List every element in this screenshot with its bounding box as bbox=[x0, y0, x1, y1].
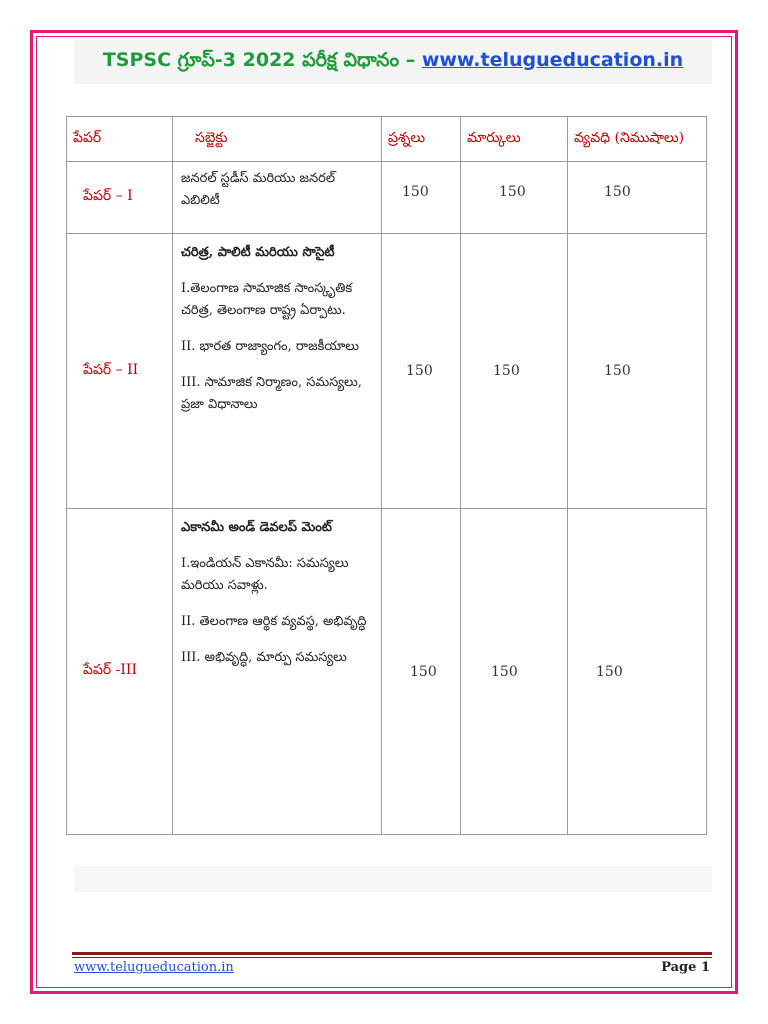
duration-value: 150 bbox=[568, 509, 707, 835]
header-marks: మార్కులు bbox=[461, 117, 568, 162]
page-title bbox=[103, 49, 683, 76]
title-link[interactable]: www.telugueducation.in bbox=[421, 48, 684, 71]
title-text: TSPSC గ్రూప్-3 2022 పరీక్ష విధానం – bbox=[102, 48, 422, 71]
questions-value: 150 bbox=[382, 234, 461, 509]
footer-website-link[interactable]: www.telugueducation.in bbox=[74, 960, 234, 975]
paper-label: పేపర్ – II bbox=[67, 234, 173, 509]
paper-label: పేపర్ – I bbox=[67, 162, 173, 234]
footer-rule-thin bbox=[72, 957, 712, 958]
subject-item: III. అభివృద్ధి, మార్పు సమస్యలు bbox=[181, 650, 347, 665]
marks-value: 150 bbox=[461, 509, 568, 835]
header-questions: ప్రశ్నలు bbox=[382, 117, 461, 162]
subject-item: II. తెలంగాణ ఆర్థిక వ్యవస్థ, అభివృద్ధి bbox=[181, 614, 367, 629]
header-paper: పేపర్ bbox=[67, 117, 173, 162]
subject-item: జనరల్ స్టడీస్ మరియు జనరల్ ఎబిలిటీ bbox=[181, 171, 336, 208]
subject-item: II. భారత రాజ్యాంగం, రాజకీయాలు bbox=[181, 339, 359, 354]
subject-heading: చరిత్ర, పాలిటీ మరియు సొసైటీ bbox=[181, 245, 335, 260]
header-subject: సబ్జెక్టు bbox=[173, 117, 382, 162]
header-duration: వ్యవధి (నిముషాలు) bbox=[568, 117, 707, 162]
questions-value: 150 bbox=[382, 509, 461, 835]
duration-value: 150 bbox=[568, 162, 707, 234]
table-row bbox=[67, 234, 707, 509]
subject-cell bbox=[173, 162, 382, 234]
marks-value: 150 bbox=[461, 234, 568, 509]
footer-rule bbox=[72, 952, 712, 955]
page-number: Page 1 bbox=[661, 960, 710, 975]
subject-item: III. సామాజిక నిర్మాణం, సమస్యలు, ప్రజా విధానాలు bbox=[181, 375, 362, 412]
marks-value: 150 bbox=[461, 162, 568, 234]
subject-item: I.తెలంగాణ సామాజిక సాంస్కృతిక చరిత్ర, తెలంగాణ రాష్ట్ర ఏర్పాటు. bbox=[181, 281, 353, 318]
table-row bbox=[67, 162, 707, 234]
table-header-row bbox=[67, 117, 707, 162]
subject-cell bbox=[173, 509, 382, 835]
questions-value: 150 bbox=[382, 162, 461, 234]
subject-item: I.ఇండియన్ ఎకానమీ: సమస్యలు మరియు సవాళ్లు. bbox=[181, 556, 349, 593]
duration-value: 150 bbox=[568, 234, 707, 509]
subject-cell bbox=[173, 234, 382, 509]
paper-label: పేపర్ -III bbox=[67, 509, 173, 835]
footer-band bbox=[74, 866, 712, 892]
exam-pattern-table bbox=[66, 116, 707, 835]
title-bar bbox=[74, 40, 712, 84]
subject-heading: ఎకానమీ అండ్ డెవలప్ మెంట్ bbox=[181, 520, 332, 535]
table-row bbox=[67, 509, 707, 835]
